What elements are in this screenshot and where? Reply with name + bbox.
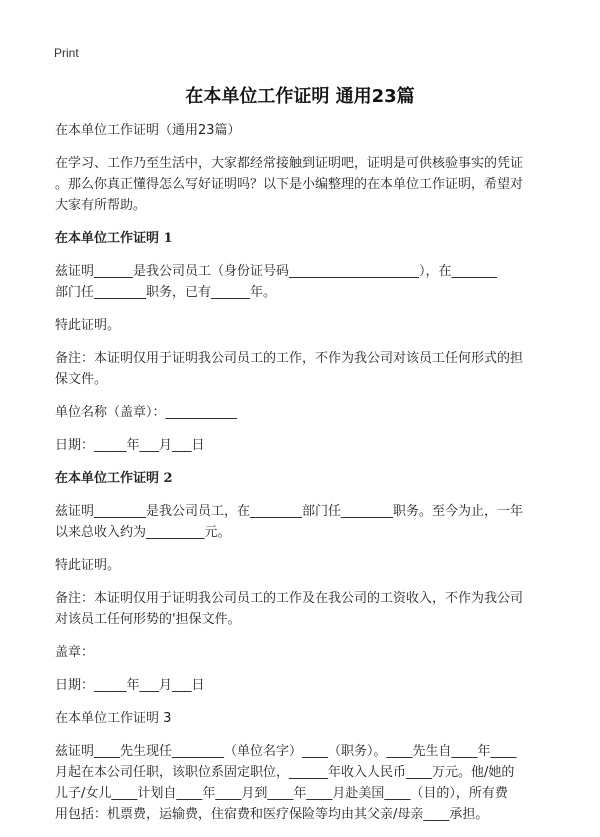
paragraph xyxy=(55,588,555,630)
section-heading xyxy=(55,228,555,249)
section-heading xyxy=(55,468,555,489)
print-link[interactable]: Print xyxy=(54,46,79,60)
text-line: 对该员工任何形势的'担保文件。 xyxy=(55,612,241,627)
text-line: 在学习、工作乃至生活中，大家都经常接触到证明吧，证明是可供核验事实的凭证 xyxy=(55,156,524,171)
paragraph xyxy=(55,315,555,336)
paragraph xyxy=(55,153,555,216)
text-line: 儿子/女儿____计划自____年____月到____年____月赴美国____（目的），所有费 xyxy=(55,786,508,801)
paragraph xyxy=(55,555,555,576)
text-line: 用包括：机票费，运输费，住宿费和医疗保险等均由其父亲/母亲____承担。 xyxy=(55,807,489,822)
paragraph xyxy=(55,675,555,696)
text-line: 在本单位工作证明 1 xyxy=(55,231,173,246)
paragraph xyxy=(55,402,555,423)
text-line: 特此证明。 xyxy=(55,318,121,333)
document-body xyxy=(55,120,555,837)
text-line: 大家有所帮助。 xyxy=(55,198,147,213)
text-line: 部门任________职务，已有______年。 xyxy=(55,285,277,300)
text-line: 月起在本公司任职，该职位系固定职位，______年收入人民币____万元。他/她的 xyxy=(55,765,515,780)
paragraph xyxy=(55,708,555,729)
text-line: 日期：_____年___月___日 xyxy=(55,678,205,693)
text-line: 保文件。 xyxy=(55,372,108,387)
paragraph xyxy=(55,261,555,303)
text-line: 盖章： xyxy=(55,645,95,660)
paragraph xyxy=(55,642,555,663)
text-line: 兹证明________是我公司员工，在________部门任________职务。至今为止，一年 xyxy=(55,504,524,519)
paragraph xyxy=(55,348,555,390)
text-line: 兹证明______是我公司员工（身份证号码____________________），在_______ xyxy=(55,264,498,279)
paragraph xyxy=(55,435,555,456)
text-line: 以来总收入约为_________元。 xyxy=(55,525,231,540)
paragraph xyxy=(55,741,555,825)
text-line: 单位名称（盖章）：___________ xyxy=(55,405,238,420)
text-line: 兹证明____先生现任________（单位名字）____（职务）。____先生自____年____ xyxy=(55,744,517,759)
text-line: 日期：_____年___月___日 xyxy=(55,438,205,453)
text-line: 备注：本证明仅用于证明我公司员工的工作，不作为我公司对该员工任何形式的担 xyxy=(55,351,524,366)
text-line: 在本单位工作证明 3 xyxy=(55,711,172,726)
text-line: 在本单位工作证明（通用23篇） xyxy=(55,123,241,138)
paragraph xyxy=(55,501,555,543)
paragraph xyxy=(55,120,555,141)
page-title: 在本单位工作证明 通用23篇 xyxy=(185,86,415,107)
text-line: 特此证明。 xyxy=(55,558,121,573)
text-line: 备注：本证明仅用于证明我公司员工的工作及在我公司的工资收入，不作为我公司 xyxy=(55,591,524,606)
text-line: 。那么你真正懂得怎么写好证明吗？以下是小编整理的在本单位工作证明，希望对 xyxy=(55,177,524,192)
text-line: 在本单位工作证明 2 xyxy=(55,471,173,486)
